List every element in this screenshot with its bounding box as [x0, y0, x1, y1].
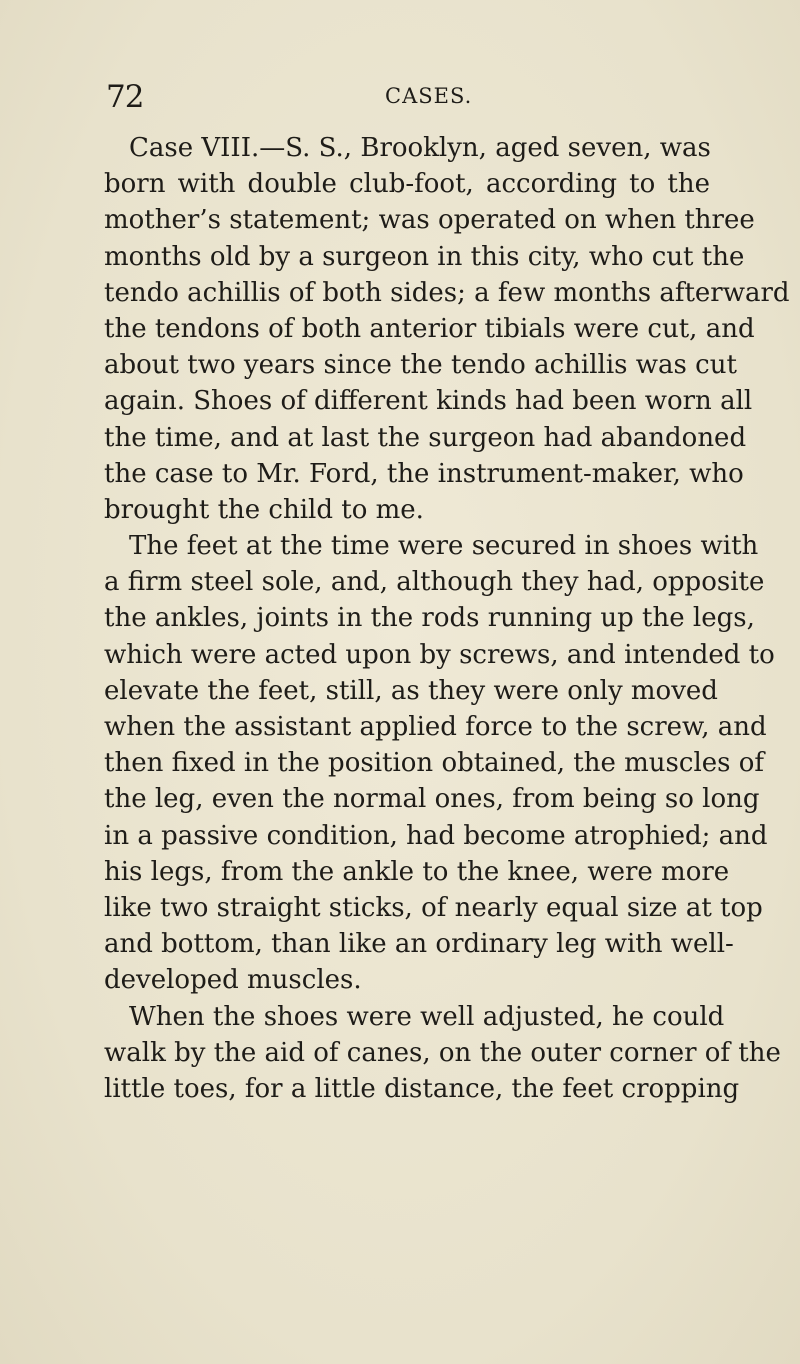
page-header	[0, 76, 800, 116]
text-line: brought the child to me.	[104, 494, 424, 525]
text-line: and bottom, than like an ordinary leg with well-	[104, 929, 734, 960]
text-line: Case VIII.—S. S., Brooklyn, aged seven, was	[129, 133, 711, 163]
text-line: in a passive condition, had become atrophied; and	[104, 820, 768, 851]
text-line: walk by the aid of canes, on the outer corner of the	[104, 1037, 781, 1068]
text-line: like two straight sticks, of nearly equal size at top	[104, 892, 763, 923]
text-line: the case to Mr. Ford, the instrument-maker, who	[104, 458, 744, 489]
text-line: tendo achillis of both sides; a few months afterward	[104, 277, 790, 308]
page-number: 72	[106, 79, 144, 115]
text-line: elevate the feet, still, as they were only moved	[104, 675, 718, 706]
paragraph	[104, 130, 790, 528]
text-line: which were acted upon by screws, and intended to	[104, 639, 775, 670]
body-text	[104, 130, 790, 1107]
text-line: When the shoes were well adjusted, he could	[129, 1001, 725, 1032]
text-line: the time, and at last the surgeon had abandoned	[104, 422, 747, 453]
text-line: again. Shoes of different kinds had been worn all	[104, 386, 753, 417]
text-line: then fixed in the position obtained, the muscles of	[104, 748, 765, 779]
text-line: the leg, even the normal ones, from being so long	[104, 784, 760, 815]
running-head: CASES.	[385, 84, 473, 108]
text-line: about two years since the tendo achillis was cut	[104, 350, 737, 381]
text-line: a firm steel sole, and, although they had, opposite	[104, 567, 765, 598]
paragraph	[104, 999, 781, 1108]
text-line: mother’s statement; was operated on when three	[104, 205, 755, 236]
text-line: months old by a surgeon in this city, who cut the	[104, 241, 745, 272]
paragraph	[104, 528, 775, 998]
text-line: little toes, for a little distance, the feet cropping	[104, 1073, 740, 1104]
text-line: the ankles, joints in the rods running up the legs,	[104, 603, 755, 634]
text-line: when the assistant applied force to the screw, and	[104, 712, 767, 742]
text-line: developed muscles.	[104, 965, 362, 996]
text-line: the tendons of both anterior tibials were cut, and	[104, 313, 755, 344]
text-line: The feet at the time were secured in shoes with	[129, 531, 759, 562]
text-line: born with double club-foot, according to the	[104, 169, 710, 200]
text-line: his legs, from the ankle to the knee, were more	[104, 856, 730, 887]
